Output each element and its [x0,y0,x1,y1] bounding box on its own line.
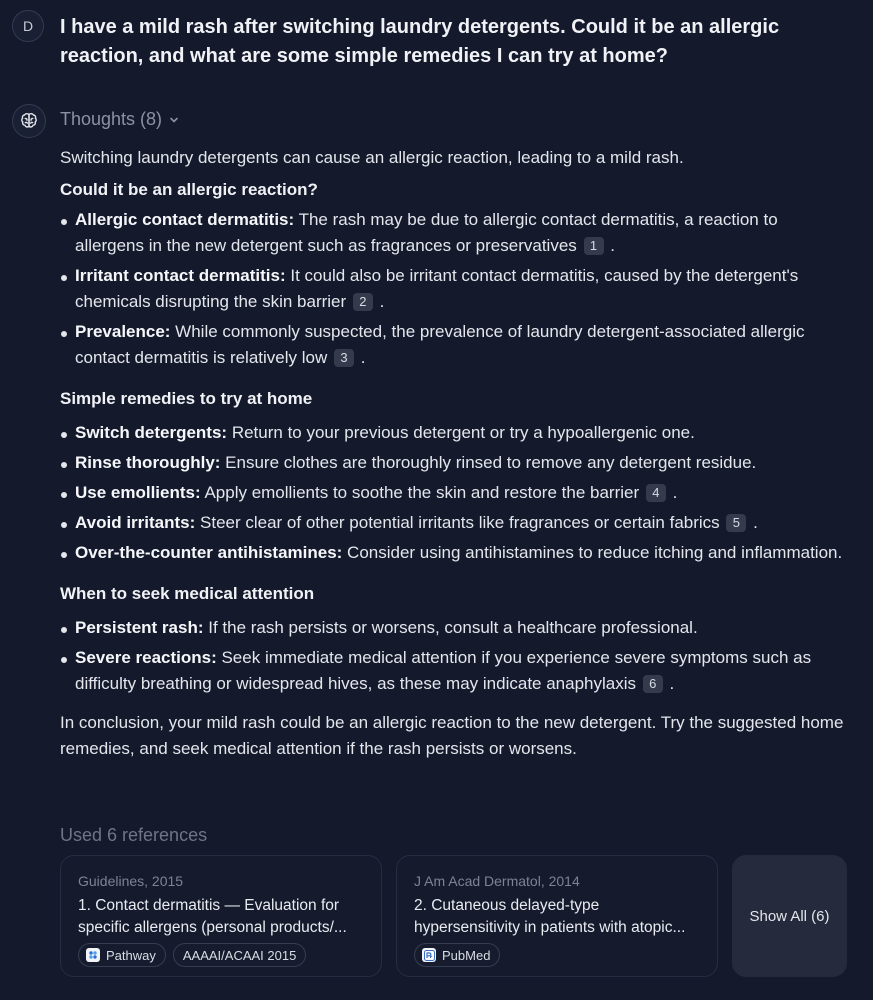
reference-meta: Guidelines, 2015 [78,873,184,889]
item-text: It could also be irritant contact dermatitis, caused by the detergent's chemicals disrupting the skin barrier [75,266,799,311]
citation-badge[interactable]: 2 [353,293,373,311]
thoughts-toggle[interactable] [60,109,180,130]
pathway-icon [86,948,100,962]
list-item [60,540,850,566]
tag-label: Pathway [106,947,156,963]
citation-badge[interactable]: 3 [334,349,354,367]
allergic-list [60,207,850,371]
list-item [60,420,850,446]
reference-title-line: hypersensitivity in patients with atopic... [414,919,686,936]
chevron-down-icon [168,114,180,126]
item-term: Severe reactions: [75,648,217,667]
list-item [60,645,850,697]
source-tag[interactable] [173,943,306,967]
user-avatar: D [12,10,44,42]
item-end: . [360,348,366,367]
list-item [60,615,850,641]
reference-meta: J Am Acad Dermatol, 2014 [414,873,580,889]
item-text: Consider using antihistamines to reduce itching and inflammation. [342,543,843,562]
item-term: Persistent rash: [75,618,204,637]
list-item [60,319,850,371]
citation-badge[interactable]: 5 [726,514,746,532]
citation-badge[interactable]: 1 [584,237,604,255]
item-end: . [672,483,678,502]
remedies-list [60,420,850,566]
reference-card[interactable] [60,855,382,977]
section-heading-medical: When to seek medical attention [60,584,315,603]
medical-list [60,615,850,697]
item-term: Use emollients: [75,483,201,502]
item-end: . [610,236,615,255]
list-item [60,480,850,506]
list-item [60,263,850,315]
item-text: While commonly suspected, the prevalence of laundry detergent-associated allergic contact dermatitis is relatively low [75,322,805,367]
tag-label: AAAAI/ACAAI 2015 [182,947,297,963]
thoughts-label: Thoughts (8) [60,109,163,129]
reference-title-line: 1. Contact dermatitis — Evaluation for [78,897,340,914]
item-end: . [379,292,385,311]
references-label: Used 6 references [60,825,208,845]
reference-tags [78,943,365,967]
tag-label: PubMed [442,947,491,963]
item-end: . [753,513,758,532]
section-heading-remedies: Simple remedies to try at home [60,389,313,408]
list-item [60,207,850,259]
citation-badge[interactable]: 6 [643,675,663,693]
reference-title-line: 2. Cutaneous delayed-type [414,897,600,914]
section-heading-allergic: Could it be an allergic reaction? [60,180,318,199]
pubmed-icon [422,948,436,962]
reference-title [414,895,701,939]
citation-badge[interactable]: 4 [646,484,666,502]
list-item [60,510,850,536]
item-term: Switch detergents: [75,423,228,442]
reference-tags [414,943,701,967]
item-text: Ensure clothes are thoroughly rinsed to remove any detergent residue. [220,453,757,472]
item-text: Return to your previous detergent or try a hypoallergenic one. [227,423,695,442]
item-term: Allergic contact dermatitis: [75,210,295,229]
item-text: If the rash persists or worsens, consult a healthcare professional. [203,618,698,637]
assistant-answer [60,145,850,762]
item-end: . [669,674,675,693]
reference-title-line: specific allergens (personal products/... [78,919,347,936]
item-term: Avoid irritants: [75,513,196,532]
item-term: Irritant contact dermatitis: [75,266,286,285]
item-term: Prevalence: [75,322,171,341]
item-text: Apply emollients to soothe the skin and restore the barrier [200,483,640,502]
answer-conclusion: In conclusion, your mild rash could be an allergic reaction to the new detergent. Try the suggested home remedies, and seek medical attention if the rash persists or worsens. [60,713,844,758]
item-term: Rinse thoroughly: [75,453,221,472]
item-text: Seek immediate medical attention if you experience severe symptoms such as difficulty breathing or widespread hives, as these may indicate anaphylaxis [75,648,812,693]
answer-intro: Switching laundry detergents can cause an allergic reaction, leading to a mild rash. [60,148,684,167]
user-question: I have a mild rash after switching laundry detergents. Could it be an allergic reaction, and what are some simple remedies I can try at home? [60,16,780,67]
show-all-references-button[interactable]: Show All (6) [732,855,847,977]
source-tag[interactable] [78,943,166,967]
list-item [60,450,850,476]
reference-card[interactable] [396,855,718,977]
reference-title [78,895,365,939]
item-text: Steer clear of other potential irritants like fragrances or certain fabrics [195,513,720,532]
item-term: Over-the-counter antihistamines: [75,543,343,562]
brain-icon [12,104,46,138]
source-tag[interactable] [414,943,500,967]
item-text: The rash may be due to allergic contact dermatitis, a reaction to allergens in the new detergent such as fragrances or preservatives [75,210,778,255]
